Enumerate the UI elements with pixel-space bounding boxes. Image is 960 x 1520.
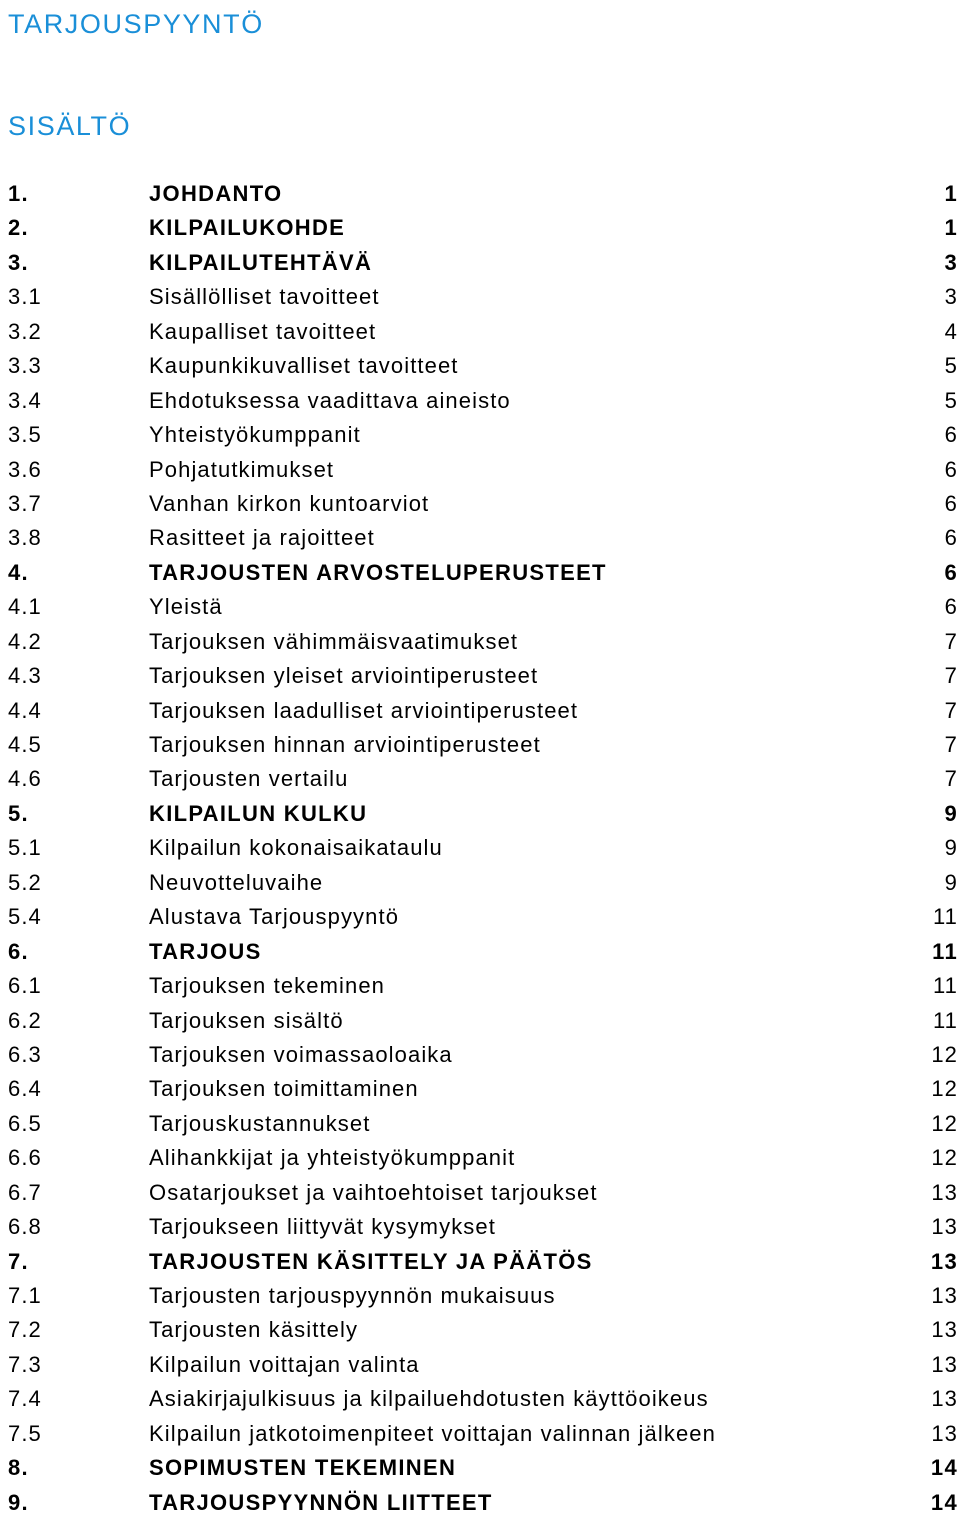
- table-of-contents: [0, 177, 960, 1520]
- toc-entry-page: 7: [944, 732, 958, 757]
- toc-entry-page: 7: [944, 663, 958, 689]
- toc-entry[interactable]: [0, 762, 960, 796]
- toc-entry-label: Kaupalliset tavoitteet: [149, 318, 377, 344]
- toc-entry-number: 3.: [8, 249, 29, 275]
- toc-entry[interactable]: [0, 900, 960, 934]
- toc-entry-label: Tarjousten tarjouspyynnön mukaisuus: [149, 1283, 556, 1308]
- toc-entry-page: 7: [944, 766, 958, 792]
- toc-entry-label: Ehdotuksessa vaadittava aineisto: [149, 387, 511, 413]
- toc-entry-label: Yhteistyökumppanit: [149, 422, 361, 448]
- toc-entry-page: 1: [944, 215, 958, 241]
- toc-entry[interactable]: [0, 694, 960, 728]
- toc-entry-page: 11: [932, 904, 958, 930]
- toc-entry-label: Sisällölliset tavoitteet: [149, 284, 380, 310]
- toc-entry-page: 9: [944, 800, 958, 826]
- toc-entry-number: 7.4: [8, 1386, 42, 1412]
- toc-entry-number: 6.2: [8, 1007, 42, 1033]
- toc-entry-label: Neuvotteluvaihe: [149, 869, 324, 895]
- toc-entry-number: 3.8: [8, 525, 42, 551]
- toc-entry-page: 11: [932, 973, 958, 999]
- toc-entry-label: Tarjouksen laadulliset arviointiperusteet: [149, 697, 579, 723]
- toc-entry-page: 6: [944, 490, 958, 516]
- toc-entry-number: 2.: [8, 215, 29, 241]
- toc-entry-page: 11: [932, 938, 958, 964]
- toc-entry[interactable]: [0, 728, 960, 762]
- toc-entry[interactable]: [0, 418, 960, 452]
- toc-entry-number: 5.1: [8, 835, 42, 861]
- toc-entry-label: Vanhan kirkon kuntoarviot: [149, 490, 430, 516]
- toc-entry-label: Kilpailun voittajan valinta: [149, 1351, 420, 1377]
- toc-entry-number: 6.4: [8, 1076, 42, 1102]
- toc-entry-label: TARJOUSTEN ARVOSTELUPERUSTEET: [149, 559, 607, 585]
- toc-entry-label: JOHDANTO: [149, 181, 283, 206]
- toc-entry-page: 9: [944, 835, 958, 861]
- toc-entry-page: 13: [931, 1420, 958, 1446]
- toc-entry[interactable]: [0, 1004, 960, 1038]
- toc-entry-number: 3.3: [8, 353, 42, 379]
- toc-entry[interactable]: [0, 935, 960, 969]
- toc-heading: SISÄLTÖ: [8, 111, 132, 141]
- toc-entry-label: TARJOUSPYYNNÖN LIITTEET: [149, 1489, 493, 1515]
- toc-entry-label: Tarjouksen voimassaoloaika: [149, 1041, 453, 1067]
- toc-entry-label: Tarjouksen yleiset arviointiperusteet: [149, 663, 539, 689]
- toc-entry-label: KILPAILUN KULKU: [149, 800, 368, 826]
- toc-entry-page: 9: [944, 869, 958, 895]
- toc-entry-number: 7.1: [8, 1283, 42, 1308]
- toc-entry-page: 12: [931, 1041, 958, 1067]
- toc-entry[interactable]: [0, 1107, 960, 1141]
- toc-entry-number: 3.7: [8, 490, 42, 516]
- toc-entry-number: 3.6: [8, 456, 42, 482]
- toc-entry[interactable]: [0, 1245, 960, 1279]
- toc-entry-page: 6: [944, 594, 958, 620]
- toc-entry-page: 6: [944, 525, 958, 551]
- toc-entry[interactable]: [0, 1313, 960, 1347]
- toc-entry-label: Rasitteet ja rajoitteet: [149, 525, 375, 551]
- toc-entry-page: 7: [944, 628, 958, 654]
- toc-entry-label: Tarjouksen sisältö: [149, 1007, 344, 1033]
- toc-entry[interactable]: [0, 556, 960, 590]
- toc-entry-page: 14: [930, 1455, 958, 1481]
- toc-entry-page: 13: [930, 1248, 958, 1274]
- toc-entry[interactable]: [0, 177, 960, 211]
- toc-entry-number: 6.: [8, 938, 29, 964]
- toc-entry-label: Yleistä: [149, 594, 223, 620]
- toc-entry[interactable]: [0, 1176, 960, 1210]
- toc-entry-page: 13: [931, 1386, 958, 1412]
- toc-entry-number: 4.5: [8, 732, 42, 757]
- toc-entry-number: 8.: [8, 1455, 29, 1481]
- toc-entry-label: Pohjatutkimukset: [149, 456, 335, 482]
- toc-entry-label: Osatarjoukset ja vaihtoehtoiset tarjoukset: [149, 1179, 598, 1205]
- toc-entry-page: 6: [944, 456, 958, 482]
- toc-entry[interactable]: [0, 1210, 960, 1244]
- toc-entry[interactable]: [0, 590, 960, 624]
- document-title: TARJOUSPYYNTÖ: [8, 9, 264, 39]
- toc-entry[interactable]: [0, 1348, 960, 1382]
- toc-entry-label: Tarjouksen tekeminen: [149, 973, 386, 999]
- toc-entry-label: Tarjousten käsittely: [149, 1317, 359, 1343]
- toc-entry-label: Alihankkijat ja yhteistyökumppanit: [149, 1145, 516, 1171]
- toc-entry-page: 3: [944, 249, 958, 275]
- toc-entry[interactable]: [0, 866, 960, 900]
- toc-entry-number: 3.2: [8, 318, 42, 344]
- toc-entry[interactable]: [0, 211, 960, 245]
- toc-entry[interactable]: [0, 487, 960, 521]
- toc-entry[interactable]: [0, 1072, 960, 1106]
- toc-entry[interactable]: [0, 831, 960, 865]
- toc-entry-page: 13: [931, 1283, 958, 1308]
- toc-entry-number: 1.: [8, 181, 29, 206]
- toc-entry-number: 4.: [8, 559, 29, 585]
- toc-entry-page: 13: [931, 1351, 958, 1377]
- toc-entry-number: 7.2: [8, 1317, 42, 1343]
- toc-entry-label: SOPIMUSTEN TEKEMINEN: [149, 1455, 457, 1481]
- toc-entry-label: Tarjouksen toimittaminen: [149, 1076, 419, 1102]
- toc-entry-page: 7: [944, 697, 958, 723]
- toc-entry-page: 3: [944, 284, 958, 310]
- toc-entry-page: 13: [931, 1179, 958, 1205]
- toc-entry-number: 4.4: [8, 697, 42, 723]
- toc-entry-page: 12: [931, 1145, 958, 1171]
- toc-entry-number: 5.2: [8, 869, 42, 895]
- toc-entry-label: Alustava Tarjouspyyntö: [149, 904, 400, 930]
- toc-entry-number: 6.1: [8, 973, 42, 999]
- toc-entry[interactable]: [0, 246, 960, 280]
- toc-entry[interactable]: [0, 797, 960, 831]
- toc-entry[interactable]: [0, 280, 960, 314]
- toc-entry[interactable]: [0, 1417, 960, 1451]
- toc-entry-page: 13: [931, 1317, 958, 1343]
- toc-entry-page: 5: [944, 387, 958, 413]
- toc-entry-number: 7.3: [8, 1351, 42, 1377]
- toc-entry-number: 5.4: [8, 904, 42, 930]
- toc-entry-number: 5.: [8, 800, 29, 826]
- toc-entry-label: Tarjousten vertailu: [149, 766, 349, 792]
- toc-entry-label: Tarjouksen hinnan arviointiperusteet: [149, 732, 541, 757]
- toc-entry-label: KILPAILUTEHTÄVÄ: [149, 249, 373, 275]
- toc-entry[interactable]: [0, 969, 960, 1003]
- toc-entry-page: 1: [944, 181, 958, 206]
- toc-entry-page: 11: [932, 1007, 958, 1033]
- toc-entry-number: 3.1: [8, 284, 42, 310]
- toc-entry-number: 7.5: [8, 1420, 42, 1446]
- toc-entry-number: 3.4: [8, 387, 42, 413]
- toc-entry[interactable]: [0, 349, 960, 383]
- toc-entry-label: TARJOUSTEN KÄSITTELY JA PÄÄTÖS: [149, 1248, 593, 1274]
- toc-entry-page: 5: [944, 353, 958, 379]
- toc-entry-page: 13: [931, 1214, 958, 1240]
- toc-entry-label: Tarjouskustannukset: [149, 1110, 371, 1136]
- toc-entry[interactable]: [0, 384, 960, 418]
- toc-entry-number: 3.5: [8, 422, 42, 448]
- toc-entry[interactable]: [0, 625, 960, 659]
- toc-entry-number: 6.8: [8, 1214, 42, 1240]
- toc-entry[interactable]: [0, 1486, 960, 1520]
- toc-entry[interactable]: [0, 1141, 960, 1175]
- toc-entry-page: 4: [944, 318, 958, 344]
- toc-entry-page: 12: [931, 1110, 958, 1136]
- toc-entry-number: 4.3: [8, 663, 42, 689]
- toc-entry-number: 7.: [8, 1248, 29, 1274]
- toc-entry[interactable]: [0, 659, 960, 693]
- toc-entry[interactable]: [0, 521, 960, 555]
- toc-entry-number: 4.2: [8, 628, 42, 654]
- toc-entry-number: 4.6: [8, 766, 42, 792]
- toc-entry-label: Asiakirjajulkisuus ja kilpailuehdotusten käyttöoikeus: [149, 1386, 709, 1412]
- toc-entry-label: Kilpailun jatkotoimenpiteet voittajan valinnan jälkeen: [149, 1420, 716, 1446]
- toc-entry-label: Kaupunkikuvalliset tavoitteet: [149, 353, 459, 379]
- toc-entry-number: 6.3: [8, 1041, 42, 1067]
- toc-entry-number: 6.5: [8, 1110, 42, 1136]
- toc-entry[interactable]: [0, 1038, 960, 1072]
- toc-entry-number: 6.7: [8, 1179, 42, 1205]
- toc-entry[interactable]: [0, 1382, 960, 1416]
- toc-entry[interactable]: [0, 1451, 960, 1485]
- toc-entry-number: 4.1: [8, 594, 42, 620]
- toc-entry-number: 9.: [8, 1489, 29, 1515]
- toc-entry-label: Tarjoukseen liittyvät kysymykset: [149, 1214, 496, 1240]
- toc-entry-page: 6: [944, 422, 958, 448]
- toc-entry-number: 6.6: [8, 1145, 42, 1171]
- toc-entry-label: TARJOUS: [149, 938, 262, 964]
- toc-entry-page: 6: [944, 559, 958, 585]
- toc-entry-label: Kilpailun kokonaisaikataulu: [149, 835, 443, 861]
- toc-entry[interactable]: [0, 453, 960, 487]
- toc-entry-label: Tarjouksen vähimmäisvaatimukset: [149, 628, 519, 654]
- toc-entry-label: KILPAILUKOHDE: [149, 215, 346, 241]
- toc-entry[interactable]: [0, 315, 960, 349]
- toc-entry[interactable]: [0, 1279, 960, 1313]
- toc-entry-page: 14: [930, 1489, 958, 1515]
- toc-entry-page: 12: [931, 1076, 958, 1102]
